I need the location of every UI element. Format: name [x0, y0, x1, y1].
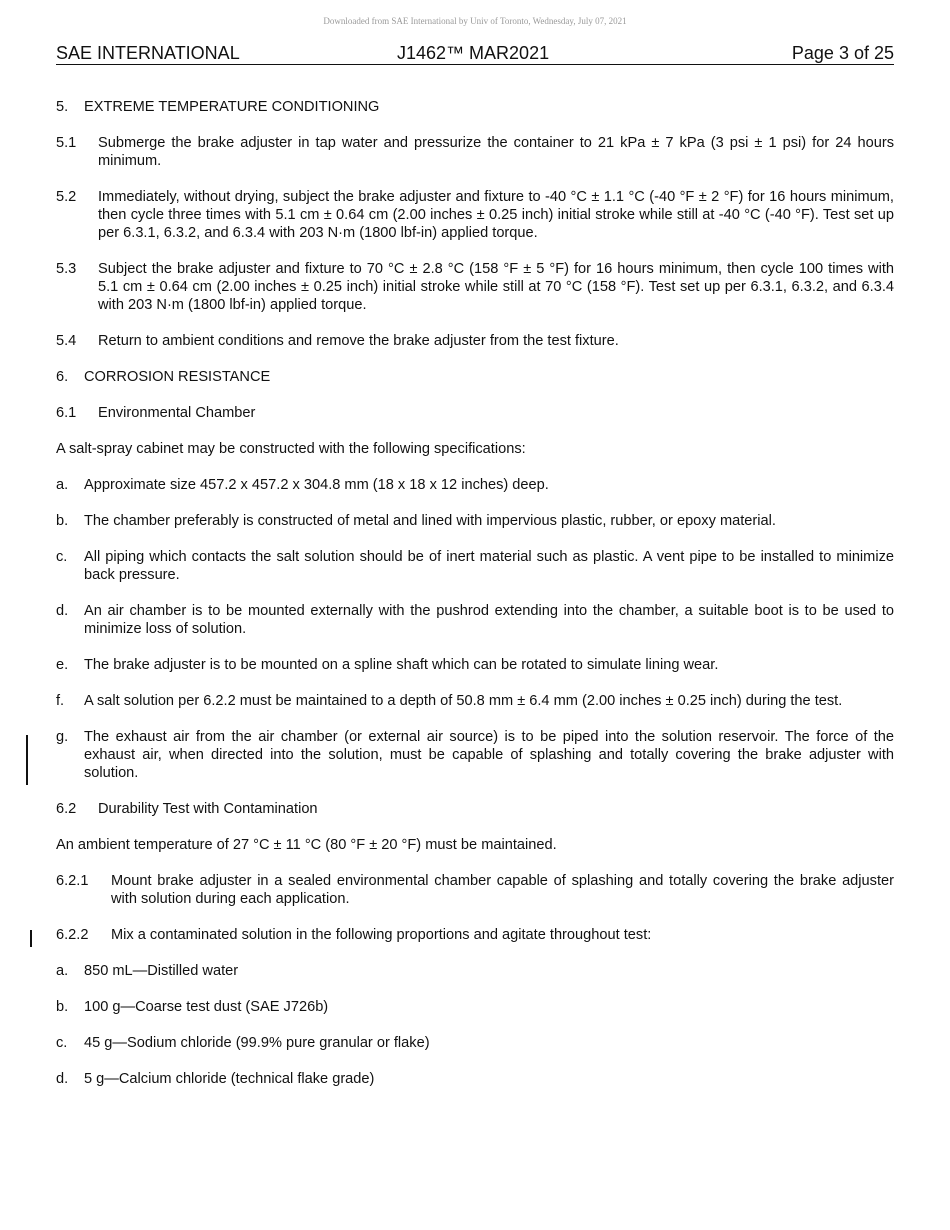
- section-number: 5.3: [56, 261, 77, 277]
- section-number: 6.: [56, 369, 69, 385]
- section-number: 6.2: [56, 801, 77, 817]
- list-item-text: 45 g—Sodium chloride (99.9% pure granular or flake): [84, 1035, 430, 1051]
- list-item-text: 5 g—Calcium chloride (technical flake grade): [84, 1071, 375, 1087]
- list-item-text: 100 g—Coarse test dust (SAE J726b): [84, 999, 329, 1015]
- section-5-3: [56, 260, 894, 314]
- list-item-text: All piping which contacts the salt solution should be of inert material such as plastic. A vent pipe to be installed to minimize back pressure.: [84, 549, 894, 583]
- list-item: [56, 1070, 894, 1088]
- list-marker: e.: [56, 657, 69, 673]
- list-marker: f.: [56, 693, 65, 709]
- download-watermark: Downloaded from SAE International by Univ of Toronto, Wednesday, July 07, 2021: [323, 16, 627, 26]
- section-text: Mount brake adjuster in a sealed environmental chamber capable of splashing and totally covering the brake adjuster with solution during each application.: [111, 873, 894, 907]
- list-marker: g.: [56, 729, 69, 745]
- list-marker: b.: [56, 513, 69, 529]
- list-item-text: An air chamber is to be mounted externally with the pushrod extending into the chamber, a suitable boot is to be used to minimize loss of solution.: [84, 603, 894, 637]
- list-marker: d.: [56, 1071, 69, 1087]
- section-6-2-2: [56, 926, 894, 944]
- list-marker: c.: [56, 1035, 68, 1051]
- list-marker: d.: [56, 603, 69, 619]
- list-item: [56, 692, 894, 710]
- header-publisher: SAE INTERNATIONAL: [56, 43, 240, 63]
- list-item-text: The brake adjuster is to be mounted on a spline shaft which can be rotated to simulate lining wear.: [84, 657, 719, 673]
- section-text: Immediately, without drying, subject the brake adjuster and fixture to -40 °C ± 1.1 °C (-40 °F ± 2 °F) for 16 hours minimum, then cycle three times with 5.1 cm ± 0.64 cm (2.00 inches ± 0.25 inch) initial stroke while still at -40 °C (-40 °F). Test set up per 6.3.1, 6.3.2, and 6.3.4 with 203 N·m (1800 lbf-in) applied torque.: [98, 189, 894, 241]
- list-marker: a.: [56, 477, 69, 493]
- section-text: Mix a contaminated solution in the following proportions and agitate throughout test:: [111, 927, 652, 943]
- section-number: 5.4: [56, 333, 77, 349]
- paragraph: [56, 440, 894, 458]
- section-number: 5.1: [56, 135, 77, 151]
- section-title: Environmental Chamber: [98, 405, 256, 421]
- page-body: [56, 98, 894, 1106]
- list-marker: c.: [56, 549, 68, 565]
- list-item: [56, 962, 894, 980]
- section-number: 6.1: [56, 405, 77, 421]
- list-marker: a.: [56, 963, 69, 979]
- list-item: [56, 476, 894, 494]
- paragraph-text: A salt-spray cabinet may be constructed with the following specifications:: [56, 441, 526, 457]
- list-item-text: The chamber preferably is constructed of metal and lined with impervious plastic, rubber, or epoxy material.: [84, 513, 776, 529]
- list-item-text: 850 mL—Distilled water: [84, 963, 239, 979]
- list-item: [56, 512, 894, 530]
- section-6-1-heading: [56, 404, 894, 422]
- revision-bar: [26, 735, 28, 785]
- header-page-number: Page 3 of 25: [791, 43, 894, 63]
- section-5-heading: [56, 98, 894, 116]
- list-item: [56, 656, 894, 674]
- list-item: [56, 728, 894, 782]
- section-text: Submerge the brake adjuster in tap water and pressurize the container to 21 kPa ± 7 kPa (3 psi ± 1 psi) for 24 hours minimum.: [98, 135, 894, 169]
- paragraph-text: An ambient temperature of 27 °C ± 11 °C (80 °F ± 20 °F) must be maintained.: [56, 837, 557, 853]
- list-item: [56, 548, 894, 584]
- page-header: [56, 42, 894, 65]
- list-item-text: A salt solution per 6.2.2 must be maintained to a depth of 50.8 mm ± 6.4 mm (2.00 inches ± 0.25 inch) during the test.: [84, 693, 843, 709]
- header-document-id: J1462™ MAR2021: [397, 43, 550, 63]
- section-text: Return to ambient conditions and remove the brake adjuster from the test fixture.: [98, 333, 619, 349]
- section-title: CORROSION RESISTANCE: [84, 369, 271, 385]
- section-5-2: [56, 188, 894, 242]
- list-item-text: The exhaust air from the air chamber (or external air source) is to be piped into the solution reservoir. The force of the exhaust air, when directed into the solution, must be capable of splashing and totally covering the brake adjuster with solution.: [84, 729, 894, 781]
- section-6-2-heading: [56, 800, 894, 818]
- section-5-1: [56, 134, 894, 170]
- section-number: 6.2.2: [56, 927, 89, 943]
- section-number: 5.: [56, 99, 69, 115]
- paragraph: [56, 836, 894, 854]
- list-item: [56, 1034, 894, 1052]
- section-6-2-1: [56, 872, 894, 908]
- section-6-heading: [56, 368, 894, 386]
- section-5-4: [56, 332, 894, 350]
- revision-bar: [30, 930, 32, 947]
- list-item: [56, 998, 894, 1016]
- section-number: 6.2.1: [56, 873, 89, 889]
- list-marker: b.: [56, 999, 69, 1015]
- section-title: EXTREME TEMPERATURE CONDITIONING: [84, 99, 380, 115]
- list-item-text: Approximate size 457.2 x 457.2 x 304.8 mm (18 x 18 x 12 inches) deep.: [84, 477, 549, 493]
- list-item: [56, 602, 894, 638]
- section-number: 5.2: [56, 189, 77, 205]
- section-text: Subject the brake adjuster and fixture to 70 °C ± 2.8 °C (158 °F ± 5 °F) for 16 hours minimum, then cycle 100 times with 5.1 cm ± 0.64 cm (2.00 inches ± 0.25 inch) initial stroke while still at 70 °C (158 °F). Test set up per 6.3.1, 6.3.2, and 6.3.4 with 203 N·m (1800 lbf-in) applied torque.: [98, 261, 894, 313]
- section-title: Durability Test with Contamination: [98, 801, 318, 817]
